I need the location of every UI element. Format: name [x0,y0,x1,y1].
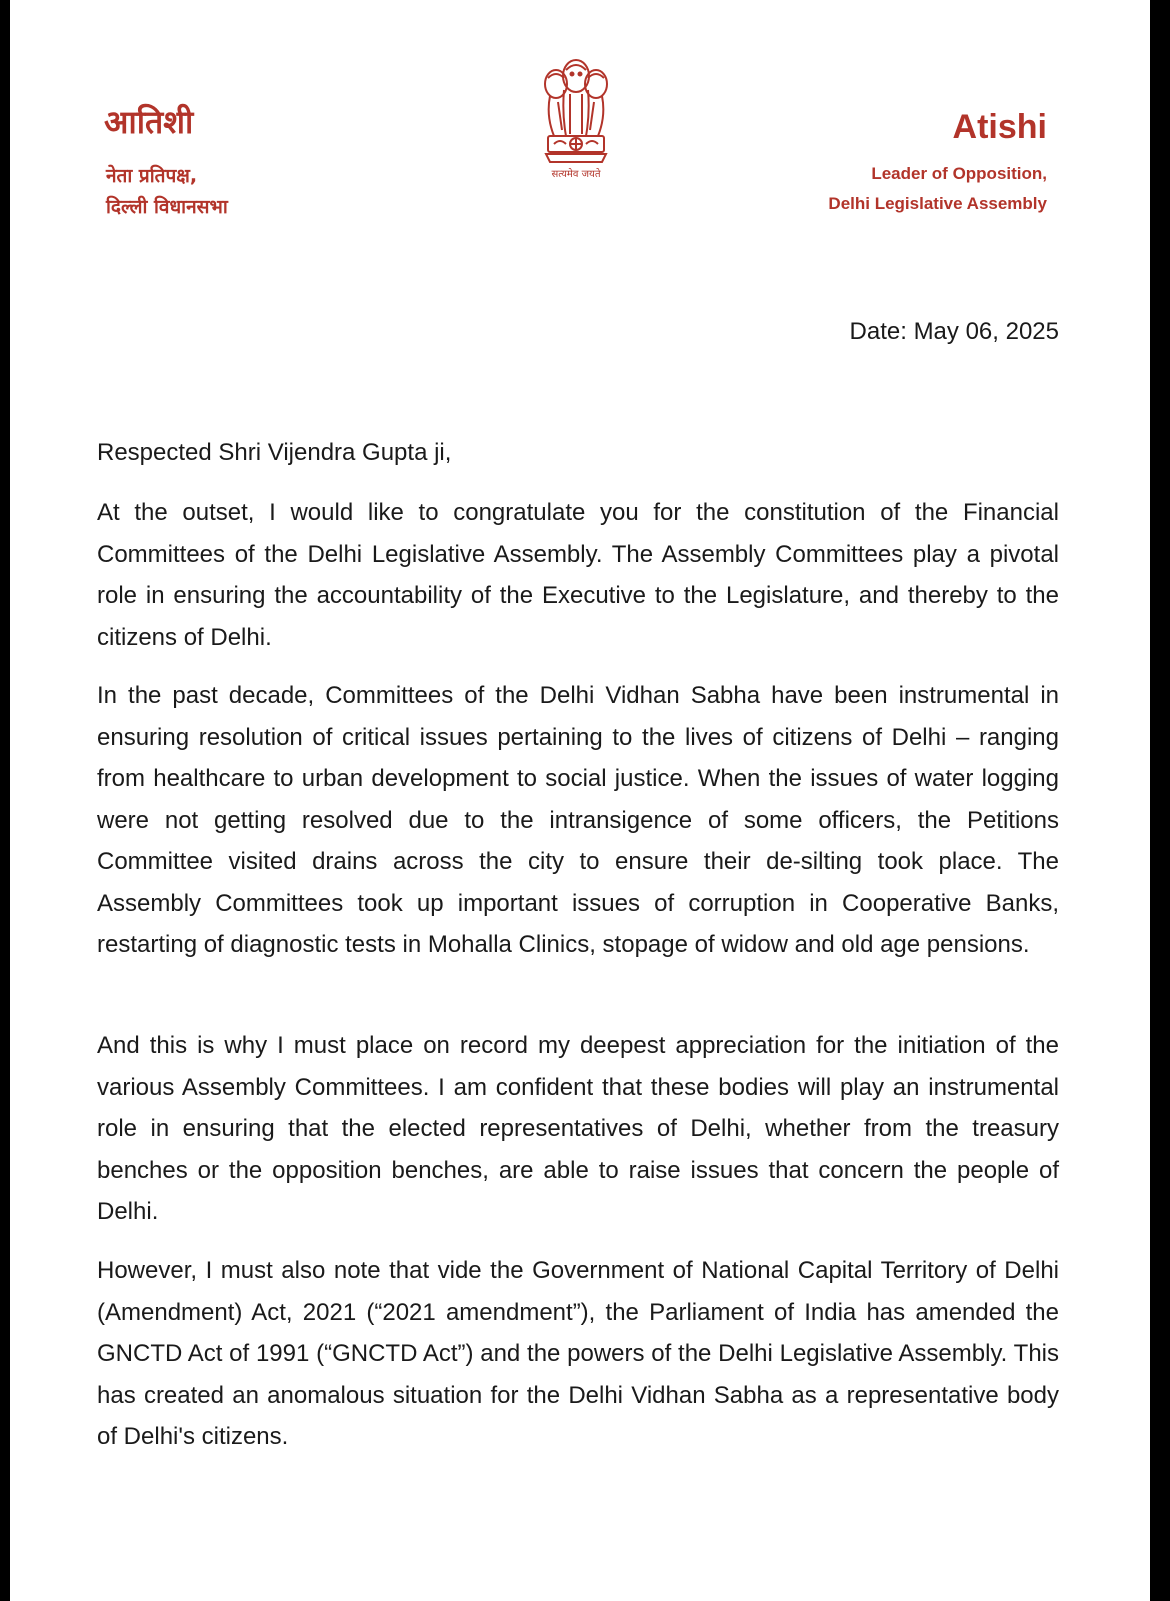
letter-date: Date: May 06, 2025 [849,318,1059,345]
emblem-motto: सत्यमेव जयते [551,169,601,180]
paragraph-3: And this is why I must place on record my deepest appreciation for the initiation of the various Assembly Committees. I am confident that these bodies will play an instrumental role in ensuring that the elected representatives of Delhi, whether from the treasury benches or the opposition benches, are able to raise issues that concern the people of Delhi. [97,1032,1059,1225]
paragraph-4: However, I must also note that vide the Government of National Capital Territory of Delhi (Amendment) Act, 2021 (“2021 amendment”), the Parliament of India has amended the GNCTD Act of 1991 (“GNCTD Act”) and the powers of the Delhi Legislative Assembly. This has created an anomalous situation for the Delhi Vidhan Sabha as a representative body of Delhi's citizens. [97,1257,1059,1450]
english-title-line2: Delhi Legislative Assembly [828,194,1047,213]
english-title-line1: Leader of Opposition, [871,164,1047,183]
salutation: Respected Shri Vijendra Gupta ji, [97,439,452,466]
hindi-title-line2: दिल्ली विधानसभा [106,196,228,218]
paragraph-2: In the past decade, Committees of the Delhi Vidhan Sabha have been instrumental in ensuring resolution of critical issues pertaining to the lives of citizens of Delhi – ranging from healthcare to urban development to social justice. When the issues of water logging were not getting resolved due to the intransigence of some officers, the Petitions Committee visited drains across the city to ensure their de-silting took place. The Assembly Committees took up important issues of corruption in Cooperative Banks, restarting of diagnostic tests in Mohalla Clinics, stopage of widow and old age pensions. [97,682,1059,958]
state-emblem-of-india-icon [530,54,622,184]
hindi-name: आतिशी [104,103,194,141]
hindi-title-line1: नेता प्रतिपक्ष, [106,165,198,187]
paragraph-1: At the outset, I would like to congratulate you for the constitution of the Financial Committees of the Delhi Legislative Assembly. The Assembly Committees play a pivotal role in ensuring the accountability of the Executive to the Legislature, and thereby to the citizens of Delhi. [97,499,1059,651]
letter-page [10,0,1150,1601]
english-name: Atishi [952,108,1047,146]
